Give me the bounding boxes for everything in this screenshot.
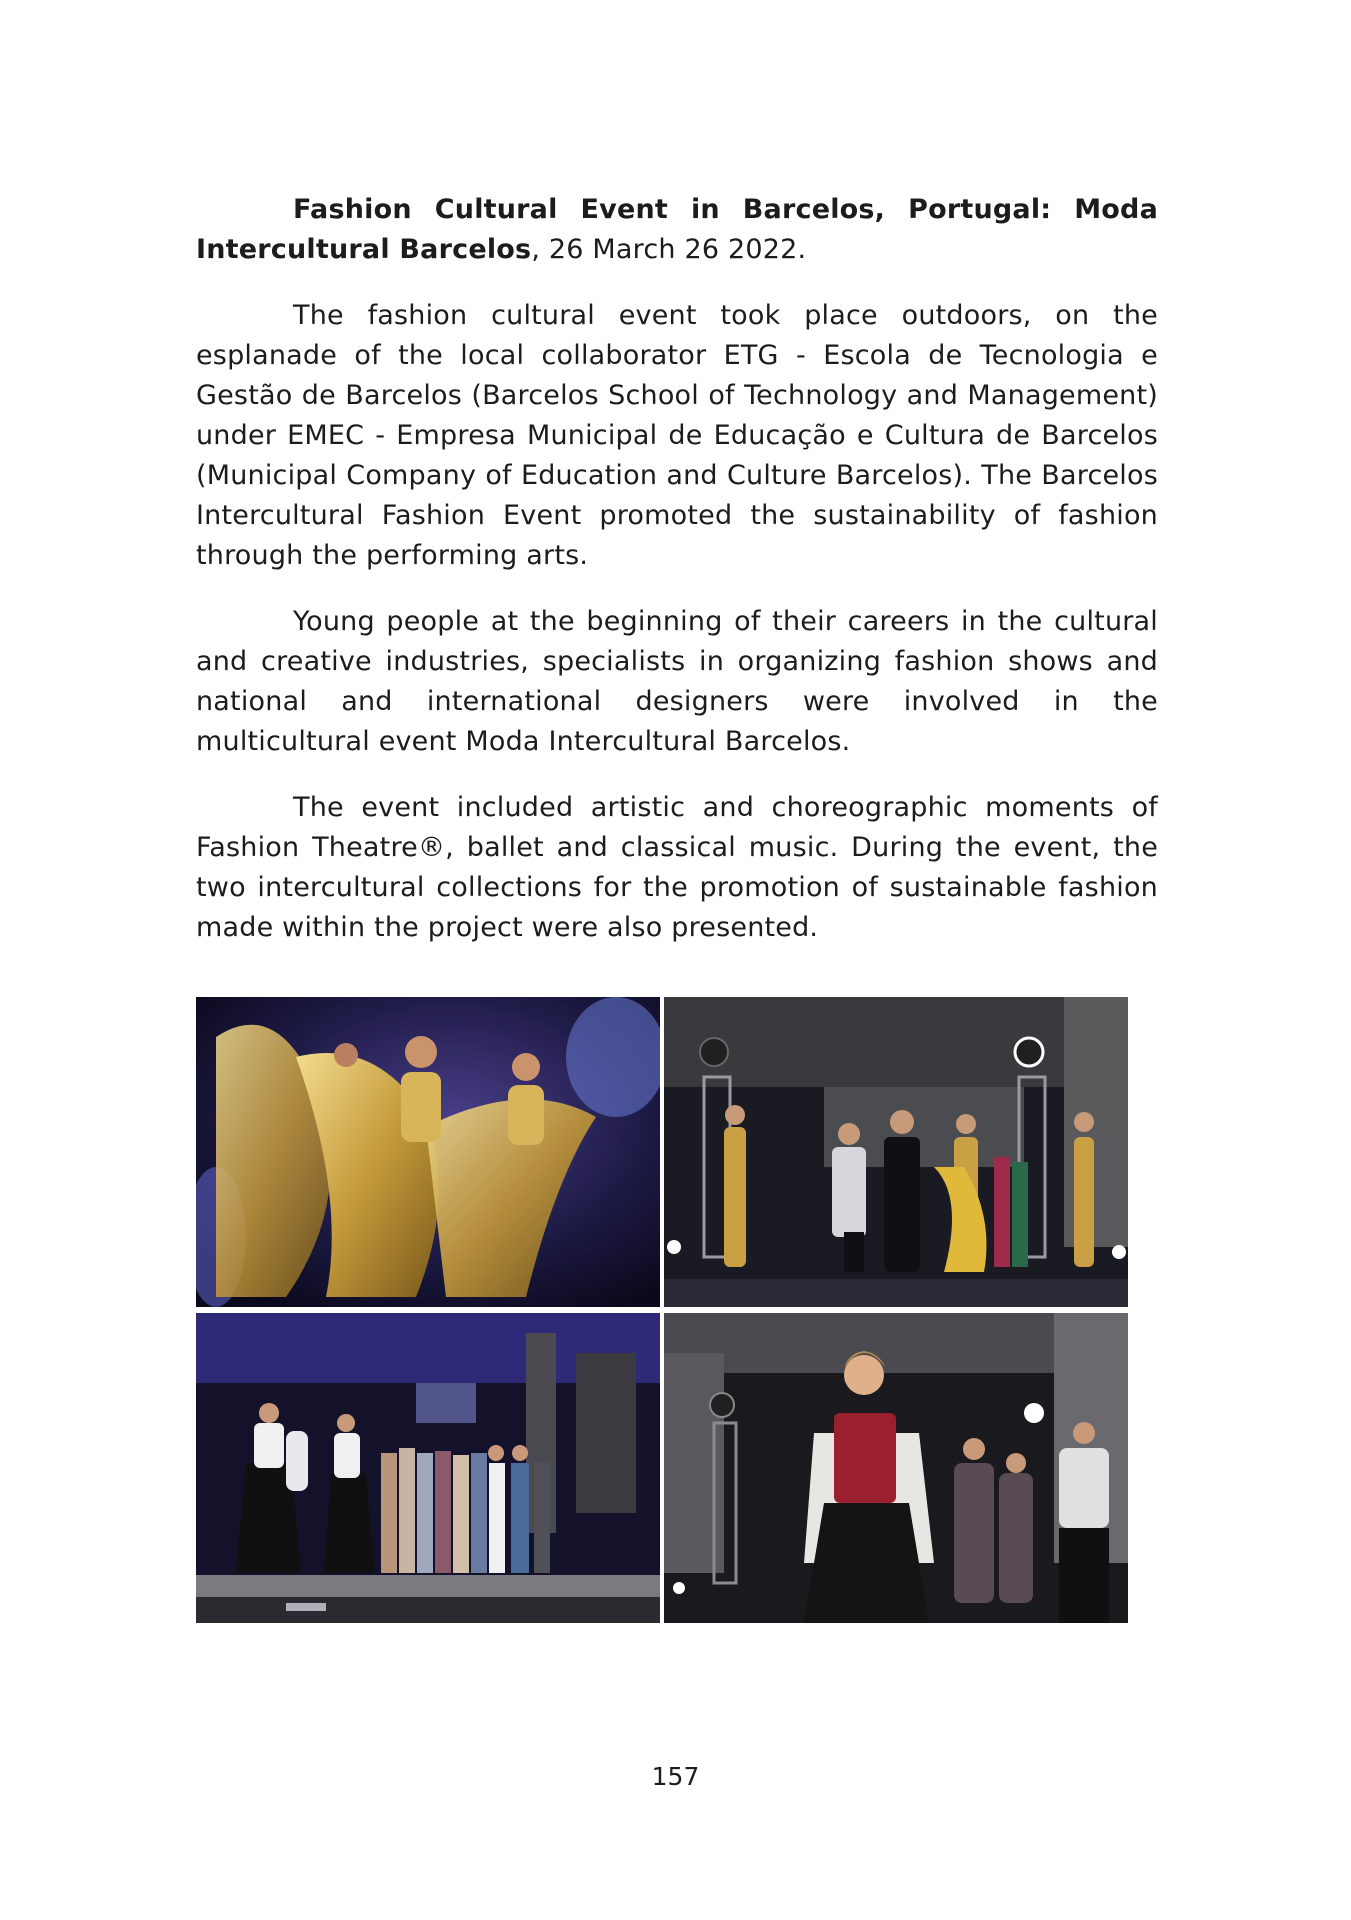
event-title: Fashion Cultural Event in Barcelos, Portugal: Moda Intercultural Barcelos — [196, 194, 1158, 265]
paragraph-program: The event included artistic and choreographic moments of Fashion Theatre®, ballet and classical music. During the event, the two intercultural collections for the promotion of sustainable fashion made within the project were also presented. — [196, 792, 1158, 943]
photo-designers-on-stage — [664, 997, 1128, 1307]
event-photo-grid — [196, 997, 1128, 1623]
photo-collection-finale — [196, 1313, 660, 1623]
page-number: 157 — [651, 1762, 700, 1791]
paragraph-participants: Young people at the beginning of their careers in the cultural and creative industries, specialists in organizing fashion shows and national and international designers were involved in the multicultural event Moda Intercultural Barcelos. — [196, 606, 1158, 757]
page-body — [196, 190, 1158, 974]
photo-gold-dancers — [196, 997, 660, 1307]
event-heading-paragraph — [196, 190, 1158, 270]
paragraph-event-location: The fashion cultural event took place outdoors, on the esplanade of the local collaborator ETG - Escola de Tecnologia e Gestão de Barcelos (Barcelos School of Technology and Management) under EMEC - Empresa Municipal de Educação e Cultura de Barcelos (Municipal Company of Education and Culture Barcelos). The Barcelos Intercultural Fashion Event promoted the sustainability of fashion through the performing arts. — [196, 300, 1158, 571]
photo-runway-model — [664, 1313, 1128, 1623]
event-date: , 26 March 26 2022. — [531, 234, 807, 265]
